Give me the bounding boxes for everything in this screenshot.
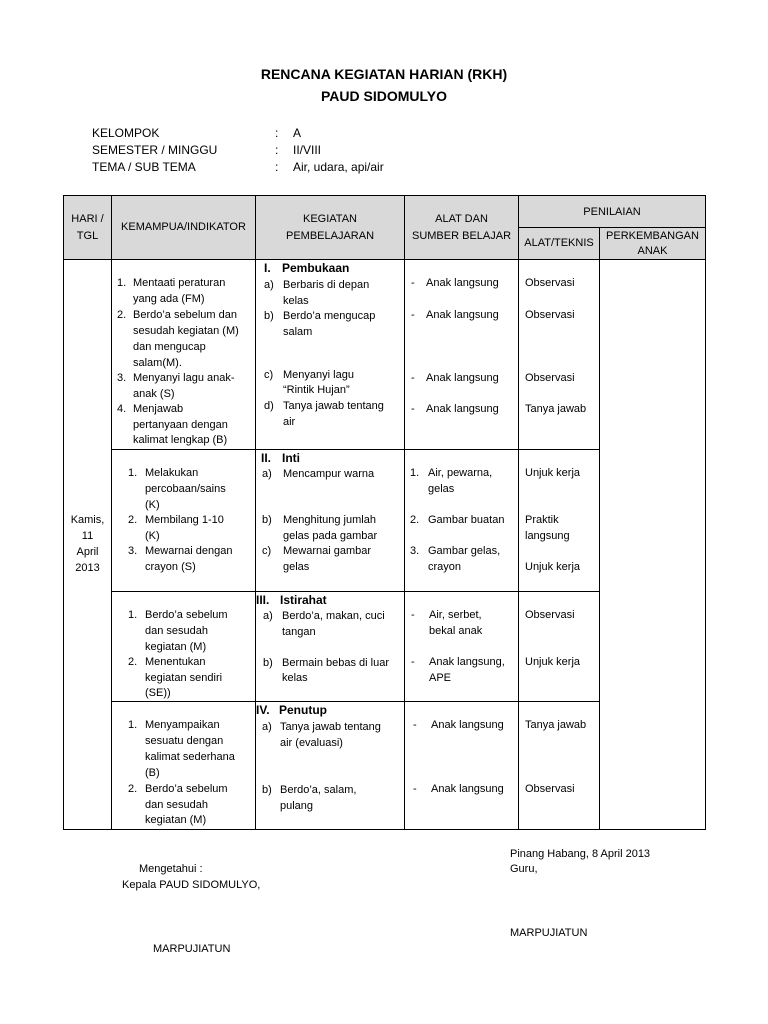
alat-item: Anak langsung	[426, 309, 499, 321]
header-penilaian: PENILAIAN	[583, 206, 641, 218]
section-heading: Penutup	[279, 703, 327, 717]
list-num: 3.	[128, 545, 138, 557]
list-text: air (evaluasi)	[280, 737, 343, 749]
header-perkembangan: PERKEMBANGAN	[606, 230, 699, 242]
list-num: 2.	[117, 309, 127, 321]
alat-item: Anak langsung	[431, 719, 504, 731]
date-month: April	[76, 546, 99, 558]
list-text: Mentaati peraturan	[133, 277, 226, 289]
alat-item: Anak langsung	[426, 403, 499, 415]
meta-value-tema: Air, udara, api/air	[293, 160, 384, 174]
document-title: RENCANA KEGIATAN HARIAN (RKH)	[260, 66, 508, 82]
footer-guru: Guru,	[510, 863, 538, 875]
dash: -	[411, 372, 415, 384]
list-text: Tanya jawab tentang	[280, 721, 381, 733]
meta-label-semester: SEMESTER / MINGGU	[92, 143, 218, 157]
list-text: Berbaris di depan	[283, 279, 370, 291]
date-number: 11	[81, 530, 94, 542]
meta-sep: :	[275, 126, 279, 140]
list-num: 1.	[117, 277, 127, 289]
date-year: 2013	[75, 562, 100, 574]
header-tgl: TGL	[76, 230, 99, 242]
list-num: b)	[263, 657, 273, 669]
list-text: percobaan/sains	[145, 483, 226, 495]
list-num: a)	[262, 721, 272, 733]
header-kemampuan: KEMAMPUA/INDIKATOR	[121, 221, 246, 233]
list-text: Berdo’a, makan, cuci	[282, 610, 385, 622]
penilaian-item: Praktik	[525, 514, 559, 526]
list-text: crayon	[428, 561, 462, 573]
list-text: kegiatan (M)	[145, 814, 207, 826]
meta-sep: :	[275, 160, 279, 174]
list-num: a)	[262, 468, 272, 480]
footer-left-signature: MARPUJIATUN	[153, 943, 231, 955]
list-text: pulang	[280, 800, 314, 812]
list-text: (B)	[145, 767, 160, 779]
list-text: Menyanyi lagu	[283, 369, 354, 381]
list-text: Berdo’a, salam,	[280, 784, 357, 796]
list-text: Berdo’a sebelum	[145, 783, 228, 795]
list-text: yang ada (FM)	[133, 293, 205, 305]
penilaian-item: Observasi	[525, 372, 575, 384]
penilaian-item: Unjuk kerja	[525, 656, 581, 668]
list-text: gelas	[283, 561, 310, 573]
section-heading-num: I.	[264, 261, 271, 275]
list-num: 3.	[410, 545, 420, 557]
header-anak: ANAK	[637, 245, 668, 257]
alat-item: APE	[429, 672, 452, 684]
penilaian-item: Tanya jawab	[525, 403, 587, 415]
meta-value-semester: II/VIII	[293, 143, 322, 157]
list-num: 4.	[117, 403, 127, 415]
list-text: gelas pada gambar	[283, 530, 378, 542]
list-text: Gambar gelas,	[428, 545, 501, 557]
dash: -	[411, 403, 415, 415]
list-num: c)	[264, 369, 274, 381]
list-num: d)	[264, 400, 274, 412]
header-alat: ALAT DAN	[435, 213, 488, 225]
list-text: kegiatan sendiri	[145, 672, 223, 684]
list-text: Menjawab	[133, 403, 184, 415]
list-num: 3.	[117, 372, 127, 384]
meta-label-tema: TEMA / SUB TEMA	[92, 160, 196, 174]
list-text: Melakukan	[145, 467, 199, 479]
list-text: (SE))	[145, 687, 171, 699]
alat-item: Anak langsung	[426, 277, 499, 289]
penilaian-item: Observasi	[525, 609, 575, 621]
list-num: b)	[262, 514, 272, 526]
penilaian-item: Observasi	[525, 783, 575, 795]
penilaian-item: langsung	[525, 530, 570, 542]
list-text: (K)	[145, 530, 160, 542]
list-text: Mewarnai dengan	[145, 545, 233, 557]
list-text: Air, pewarna,	[428, 467, 493, 479]
section-heading-num: II.	[261, 451, 272, 465]
alat-item: Air, serbet,	[429, 609, 482, 621]
list-text: Mencampur warna	[283, 468, 375, 480]
penilaian-item: Observasi	[525, 309, 575, 321]
list-num: a)	[264, 279, 274, 291]
list-text: kalimat sederhana	[145, 751, 235, 763]
list-text: Berdo’a sebelum dan	[133, 309, 237, 321]
list-text: Mewarnai gambar	[283, 545, 372, 557]
list-text: air	[283, 416, 296, 428]
section-heading: Pembukaan	[282, 261, 350, 275]
list-num: 2.	[128, 783, 138, 795]
section-heading: Istirahat	[280, 593, 327, 607]
meta-sep: :	[275, 143, 279, 157]
list-text: gelas	[428, 483, 455, 495]
document-subtitle: PAUD SIDOMULYO	[320, 88, 447, 104]
list-text: Menyanyi lagu anak-	[133, 372, 235, 384]
alat-item: Anak langsung	[426, 372, 499, 384]
penilaian-item: Unjuk kerja	[525, 561, 581, 573]
list-text: Berdo’a sebelum	[145, 609, 228, 621]
list-num: 1.	[128, 719, 138, 731]
list-text: salam(M).	[133, 357, 182, 369]
dash: -	[411, 277, 415, 289]
list-text: pertanyaan dengan	[133, 419, 228, 431]
list-text: dan mengucap	[133, 341, 206, 353]
list-text: anak (S)	[133, 388, 175, 400]
list-num: 1.	[410, 467, 420, 479]
dash: -	[413, 783, 417, 795]
header-alat-teknis: ALAT/TEKNIS	[524, 237, 594, 249]
list-text: Menyampaikan	[145, 719, 220, 731]
section-heading: Inti	[282, 451, 300, 465]
penilaian-item: Observasi	[525, 277, 575, 289]
list-num: b)	[262, 784, 272, 796]
list-num: 1.	[128, 609, 138, 621]
footer-kepala: Kepala PAUD SIDOMULYO,	[122, 879, 261, 891]
list-text: Berdo’a mengucap	[283, 310, 376, 322]
list-num: 1.	[128, 467, 138, 479]
list-text: kelas	[283, 295, 309, 307]
list-num: 2.	[410, 514, 420, 526]
meta-value-kelompok: A	[293, 126, 302, 140]
list-text: kalimat lengkap (B)	[133, 434, 228, 446]
list-text: dan sesudah	[145, 625, 208, 637]
list-text: Menentukan	[145, 656, 206, 668]
penilaian-item: Unjuk kerja	[525, 467, 581, 479]
header-hari: HARI /	[71, 213, 104, 225]
list-text: salam	[283, 326, 313, 338]
section-heading-num: III.	[256, 593, 270, 607]
list-text: dan sesudah	[145, 799, 208, 811]
header-alat-2: SUMBER BELAJAR	[411, 230, 512, 242]
list-num: b)	[264, 310, 274, 322]
list-text: kelas	[282, 672, 308, 684]
list-text: Bermain bebas di luar	[282, 657, 390, 669]
header-kegiatan-2: PEMBELAJARAN	[285, 230, 375, 242]
list-num: 2.	[128, 514, 138, 526]
alat-item: Anak langsung	[431, 783, 504, 795]
list-text: Membilang 1-10	[145, 514, 224, 526]
header-kegiatan: KEGIATAN	[303, 213, 357, 225]
list-text: Menghitung jumlah	[283, 514, 376, 526]
list-text: crayon (S)	[145, 561, 196, 573]
meta-label-kelompok: KELOMPOK	[92, 126, 160, 140]
list-num: 2.	[128, 656, 138, 668]
list-text: sesuatu dengan	[145, 735, 224, 747]
list-text: (K)	[145, 499, 160, 511]
list-text: tangan	[282, 626, 316, 638]
dash: -	[411, 309, 415, 321]
list-text: “Rintik Hujan”	[283, 384, 350, 396]
alat-item: Anak langsung,	[429, 656, 505, 668]
footer-right-signature: MARPUJIATUN	[510, 927, 588, 939]
list-text: Gambar buatan	[428, 514, 505, 526]
footer-mengetahui: Mengetahui :	[139, 863, 203, 875]
penilaian-item: Tanya jawab	[525, 719, 587, 731]
list-text: Tanya jawab tentang	[283, 400, 384, 412]
list-text: kegiatan (M)	[145, 641, 207, 653]
dash: -	[411, 609, 415, 621]
list-text: sesudah kegiatan (M)	[133, 325, 239, 337]
footer-place-date: Pinang Habang, 8 April 2013	[510, 848, 651, 860]
dash: -	[413, 719, 417, 731]
date-day: Kamis,	[70, 514, 105, 526]
list-num: a)	[263, 610, 273, 622]
list-num: c)	[262, 545, 272, 557]
section-heading-num: IV.	[256, 703, 270, 717]
alat-item: bekal anak	[429, 625, 483, 637]
dash: -	[411, 656, 415, 668]
